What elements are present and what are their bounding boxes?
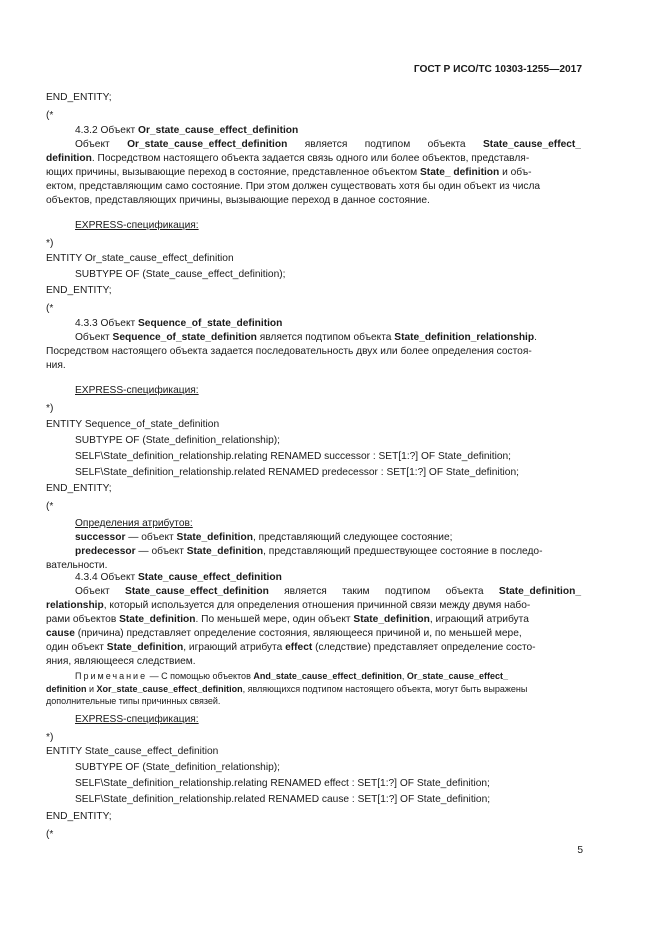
code-line: END_ENTITY; [46,811,112,822]
section-heading-4-3-4: 4.3.4 Объект State_cause_effect_definition [75,572,282,583]
section-heading-4-3-2: 4.3.2 Объект Or_state_cause_effect_definition [75,125,299,136]
express-spec-heading: EXPRESS-спецификация: [75,385,199,396]
code-line: (* [46,303,54,314]
paragraph-line: relationship, который используется для определения отношения причинной связи между двумя набо- [46,600,531,611]
paragraph-line: definition. Посредством настоящего объекта задается связь одного или более объектов, представля- [46,153,530,164]
code-line: SELF\State_definition_relationship.relating RENAMED effect : SET[1:?] OF State_definition; [75,778,490,789]
code-line: *) [46,238,54,249]
attribute-definition: successor — объект State_definition, представляющий следующее состояние; [75,532,453,543]
code-line: SELF\State_definition_relationship.related RENAMED cause : SET[1:?] OF State_definition; [75,794,491,805]
code-line: ENTITY State_cause_effect_definition [46,746,219,757]
code-line: SELF\State_definition_relationship.related RENAMED predecessor : SET[1:?] OF State_definition; [75,467,519,478]
code-line: END_ENTITY; [46,285,112,296]
express-spec-heading: EXPRESS-спецификация: [75,220,199,231]
code-line: SELF\State_definition_relationship.relating RENAMED successor : SET[1:?] OF State_definition; [75,451,512,462]
code-line: (* [46,501,54,512]
section-heading-4-3-3: 4.3.3 Объект Sequence_of_state_definition [75,318,283,329]
paragraph-line: один объект State_definition, играющий атрибута effect (следствие) представляет определение состо- [46,642,536,653]
code-line: SUBTYPE OF (State_definition_relationship); [75,762,280,773]
code-line: END_ENTITY; [46,483,112,494]
code-line: *) [46,403,54,414]
attribute-definition: predecessor — объект State_definition, представляющий предшествующее состояние в последо- [75,546,543,557]
note-line: definition и Xor_state_cause_effect_definition, являющихся подтипом настоящего объекта, могут быть выражены [46,684,528,694]
attributes-heading: Определения атрибутов: [75,518,193,529]
paragraph-line: ния. [46,360,66,371]
paragraph-line: вательности. [46,560,108,571]
code-line: ENTITY Sequence_of_state_definition [46,419,220,430]
paragraph-line: объектов, представляющих причины, вызывающие переход в данное состояние. [46,195,430,206]
page-number: 5 [577,845,583,856]
note-line: Примечание — С помощью объектов And_state_cause_effect_definition, Or_state_cause_effect_ [75,671,508,681]
paragraph-line: яния, являющееся следствием. [46,656,196,667]
code-line: SUBTYPE OF (State_definition_relationship); [75,435,280,446]
note-line: дополнительные типы причинных связей. [46,696,221,706]
paragraph-line: Объект Sequence_of_state_definition является подтипом объекта State_definition_relationship. [75,332,537,343]
paragraph-line: Объект Or_state_cause_effect_definition является подтипом объекта State_cause_effect_ [75,139,581,150]
code-line: END_ENTITY; [46,92,112,103]
code-line: (* [46,110,54,121]
paragraph-line: ектом, представляющим само состояние. При этом должен существовать хотя бы один объект из числа [46,181,541,192]
express-spec-heading: EXPRESS-спецификация: [75,714,199,725]
paragraph-line: cause (причина) представляет определение состояния, являющееся причиной и, по меньшей мере, [46,628,522,639]
paragraph-line: Посредством настоящего объекта задается последовательность двух или более определения состоя- [46,346,532,357]
paragraph-line: ющих причины, вызывающие переход в состояние, представленное объектом State_ definition и объ- [46,167,532,178]
code-line: (* [46,829,54,840]
code-line: SUBTYPE OF (State_cause_effect_definition); [75,269,286,280]
code-line: ENTITY Or_state_cause_effect_definition [46,253,234,264]
document-header: ГОСТ Р ИСО/ТС 10303-1255—2017 [413,64,582,75]
paragraph-line: Объект State_cause_effect_definition является таким подтипом объекта State_definition_ [75,586,581,597]
paragraph-line: рами объектов State_definition. По меньшей мере, один объект State_definition, играющий атрибута [46,614,529,625]
code-line: *) [46,732,54,743]
